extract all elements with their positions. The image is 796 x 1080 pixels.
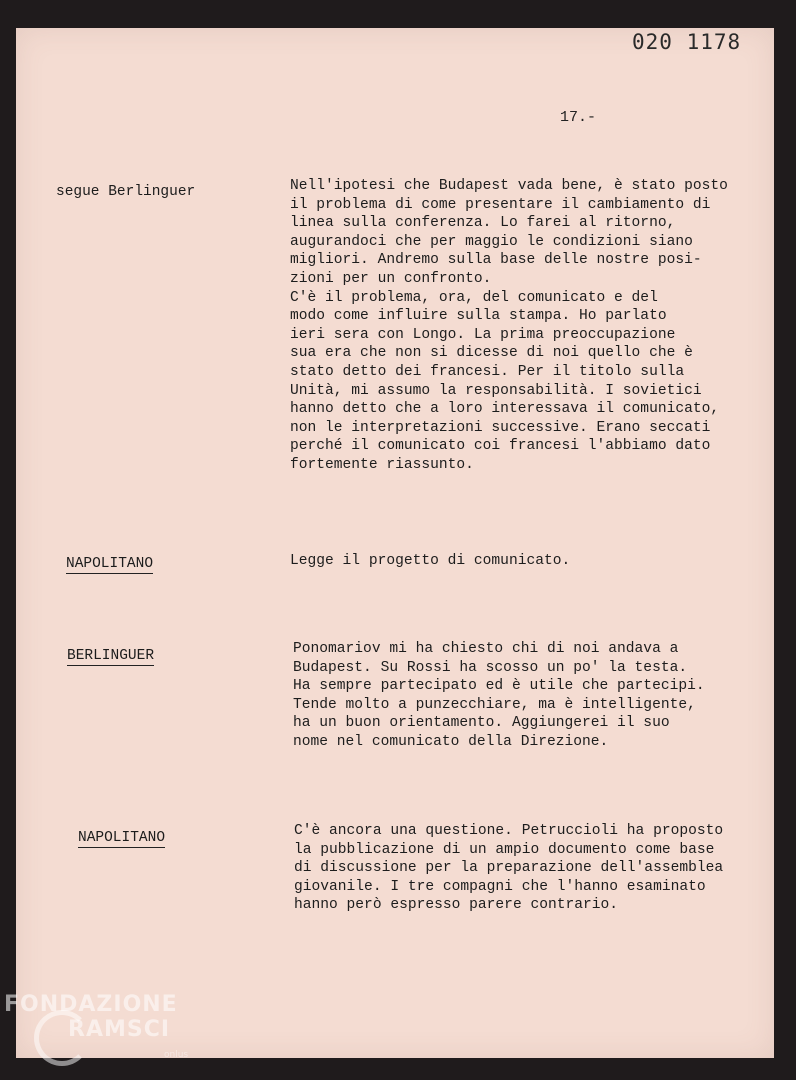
speech-text-1: Nell'ipotesi che Budapest vada bene, è stato posto il problema di come presentare il cambiamento di linea sulla conferenza. Lo farei al ritorno, augurandoci che per maggio le condizioni siano migliori. Andremo sulla base delle nostre posi- zioni per un confronto. C'è il problema, ora, del comunicato e del modo come influire sulla stampa. Ho parlato ieri sera con Longo. La prima preoccupazione sua era che non si dicesse di noi quello che è stato detto dei francesi. Per il titolo sulla Unità, mi assumo la responsabilità. I sovietici hanno detto che a loro interessava il comunicato, non le interpretazioni successive. Erano seccati perché il comunicato coi francesi l'abbiamo dato fortemente riassunto.	[290, 178, 728, 473]
speech-text-3: Ponomariov mi ha chiesto chi di noi andava a Budapest. Su Rossi ha scosso un po' la testa. Ha sempre partecipato ed è utile che partecipi. Tende molto a punzecchiare, ma è intelligente, ha un buon orientamento. Aggiungerei il suo nome nel comunicato della Direzione.	[293, 641, 705, 750]
speaker-label-2: NAPOLITANO	[66, 556, 154, 572]
speaker-label-3: BERLINGUER	[67, 648, 155, 664]
page-number: 17.-	[560, 109, 597, 126]
speech-text-2: Legge il progetto di comunicato.	[290, 553, 571, 569]
fondazione-gramsci-watermark	[4, 992, 189, 1060]
speech-text-4: C'è ancora una questione. Petruccioli ha proposto la pubblicazione di un ampio documento come base di discussione per la preparazione dell'assemblea giovanile. I tre compagni che l'hanno esaminato hanno però espresso parere contrario.	[294, 823, 724, 914]
g-logo-icon	[34, 1010, 90, 1066]
speaker-label-1: segue Berlinguer	[56, 184, 196, 200]
watermark-line-2: RAMSCI	[68, 1017, 171, 1042]
speaker-label-4: NAPOLITANO	[78, 830, 166, 846]
archive-number: 020 1178	[632, 30, 742, 54]
watermark-suffix: onlus	[164, 1050, 189, 1060]
watermark-line-1: FONDAZIONE	[4, 992, 178, 1017]
